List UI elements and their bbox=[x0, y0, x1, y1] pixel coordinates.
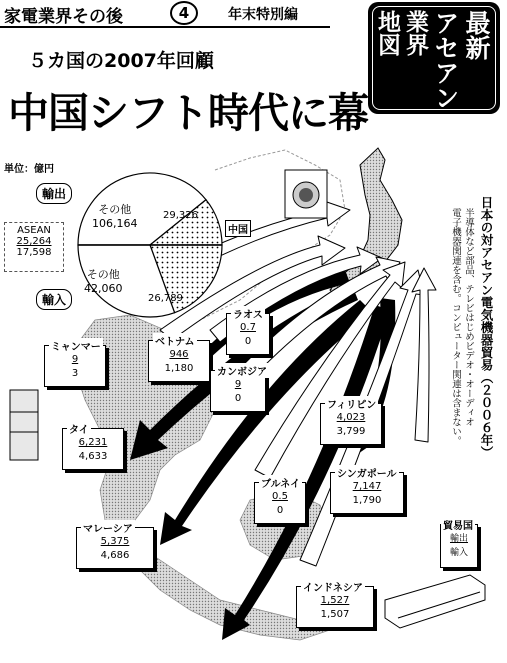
country-name: ベトナム bbox=[153, 333, 197, 348]
country-box-thailand bbox=[62, 425, 124, 470]
issue-number: 4 bbox=[178, 4, 190, 22]
country-name: ブルネイ bbox=[259, 475, 302, 490]
import-value: 0 bbox=[234, 393, 242, 404]
unit-label: 単位：億円 bbox=[4, 164, 54, 175]
export-value: 0.7 bbox=[240, 322, 256, 333]
country-name: ラオス bbox=[231, 306, 265, 321]
country-name: カンボジア bbox=[215, 363, 269, 378]
corner-title-block bbox=[368, 2, 500, 114]
pie-import-other-name: その他 bbox=[86, 268, 120, 281]
asean-export-value: 25,264 bbox=[16, 236, 52, 247]
side-note-line2: 電子機器関連を含む。コンピューター関連は含まない。 bbox=[450, 208, 461, 446]
import-value: 4,686 bbox=[100, 550, 130, 561]
legend-title: 貿易国 bbox=[441, 517, 475, 532]
country-box-singapore bbox=[330, 469, 404, 514]
side-note-line1: 半導体など部品、テレビはじめビデオ・オーディオ bbox=[463, 208, 474, 427]
pie-label-export-china: 29,326 bbox=[163, 210, 198, 221]
import-value: 3 bbox=[71, 368, 79, 379]
export-value: 0.5 bbox=[272, 491, 288, 502]
import-value: 0 bbox=[244, 336, 252, 347]
asean-label: ASEAN bbox=[17, 225, 51, 236]
import-value: 4,633 bbox=[78, 451, 108, 462]
series-header bbox=[0, 0, 330, 28]
side-note-title: 日本の対アセアン電気機器貿易（２００６年） bbox=[479, 196, 494, 459]
country-box-malaysia bbox=[76, 524, 154, 569]
export-value: 7,147 bbox=[352, 481, 382, 492]
headline-subtitle: ５カ国の2007年回顧 bbox=[28, 50, 214, 72]
country-name: マレーシア bbox=[81, 520, 135, 535]
refrigerator-illustration bbox=[10, 390, 38, 460]
corner-title-4: 地図 bbox=[374, 10, 401, 56]
country-name: タイ bbox=[67, 421, 91, 436]
export-value: 9 bbox=[234, 379, 242, 390]
export-value: 5,375 bbox=[100, 536, 130, 547]
headline-main: 中国シフト時代に幕 bbox=[8, 89, 368, 137]
import-value: 1,180 bbox=[164, 363, 194, 374]
export-value: 1,527 bbox=[320, 595, 350, 606]
country-name: ミャンマー bbox=[49, 338, 103, 353]
asean-import-value: 17,598 bbox=[16, 247, 52, 258]
pie-label-export-other bbox=[92, 203, 138, 231]
pie-export-other-name: その他 bbox=[98, 203, 132, 216]
import-value: 3,799 bbox=[336, 426, 366, 437]
series-title: 家電業界その後 bbox=[4, 7, 123, 27]
country-box-myanmar bbox=[44, 342, 106, 387]
country-box-laos bbox=[226, 310, 270, 355]
country-name: フィリピン bbox=[325, 396, 378, 411]
corner-title-3: 業界 bbox=[402, 10, 429, 56]
china-legend-label: 中国 bbox=[225, 220, 251, 237]
pie-export-other-value: 106,164 bbox=[92, 217, 138, 230]
export-label: 輸出 bbox=[36, 183, 72, 204]
trade-legend-box bbox=[440, 521, 478, 568]
series-subtitle: 年末特別編 bbox=[228, 7, 298, 23]
import-value: 1,507 bbox=[320, 609, 350, 620]
legend-export: 輸出 bbox=[449, 534, 468, 544]
country-box-cambodia bbox=[210, 367, 267, 412]
pie-import-other-value: 42,060 bbox=[84, 282, 123, 295]
country-box-philippines bbox=[320, 400, 382, 445]
import-value: 1,790 bbox=[352, 495, 382, 506]
issue-number-badge bbox=[170, 1, 198, 25]
air-conditioner-illustration bbox=[385, 575, 485, 628]
country-box-brunei bbox=[254, 479, 306, 524]
export-value: 946 bbox=[169, 349, 189, 360]
asean-legend bbox=[4, 222, 64, 272]
pie-label-import-china: 26,789 bbox=[148, 293, 183, 304]
corner-title-2: アセアン bbox=[431, 10, 460, 110]
import-value: 0 bbox=[276, 505, 284, 516]
country-name: シンガポール bbox=[335, 465, 399, 480]
country-name: インドネシア bbox=[301, 579, 365, 594]
pie-label-import-other bbox=[84, 268, 123, 296]
country-box-vietnam bbox=[148, 337, 210, 382]
export-value: 6,231 bbox=[78, 437, 108, 448]
country-box-indonesia bbox=[296, 583, 374, 628]
corner-title-1: 最新 bbox=[462, 10, 491, 60]
import-label: 輸入 bbox=[36, 289, 72, 310]
legend-import: 輸入 bbox=[449, 548, 468, 558]
export-value: 9 bbox=[71, 354, 79, 365]
export-value: 4,023 bbox=[336, 412, 366, 423]
washing-machine-illustration bbox=[285, 170, 327, 218]
